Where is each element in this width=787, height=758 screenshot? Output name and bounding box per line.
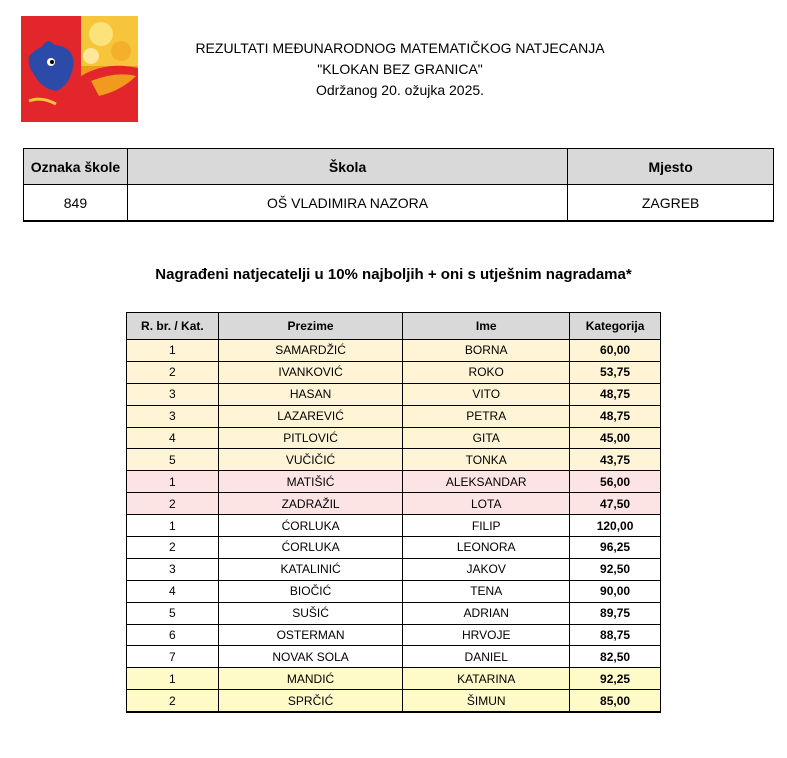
rank-cell: 6 — [127, 624, 219, 646]
rank-cell: 1 — [127, 668, 219, 690]
table-row — [127, 449, 661, 471]
name-column-header: Ime — [403, 313, 570, 340]
score-cell: 45,00 — [570, 427, 661, 449]
surname-cell: BIOČIĆ — [218, 580, 403, 602]
table-row — [127, 427, 661, 449]
rank-cell: 2 — [127, 493, 219, 515]
name-cell: JAKOV — [403, 558, 570, 580]
table-row — [127, 624, 661, 646]
school-table-row — [24, 185, 774, 222]
table-row — [127, 493, 661, 515]
name-cell: LEONORA — [403, 537, 570, 559]
school-name-header: Škola — [127, 149, 567, 185]
table-row — [127, 602, 661, 624]
school-code: 849 — [24, 185, 128, 222]
name-cell: BORNA — [403, 340, 570, 362]
rank-cell: 5 — [127, 602, 219, 624]
surname-cell: SAMARDŽIĆ — [218, 340, 403, 362]
score-cell: 92,25 — [570, 668, 661, 690]
rank-cell: 3 — [127, 383, 219, 405]
score-cell: 89,75 — [570, 602, 661, 624]
name-cell: VITO — [403, 383, 570, 405]
table-row — [127, 405, 661, 427]
table-row — [127, 515, 661, 537]
name-cell: GITA — [403, 427, 570, 449]
score-cell: 90,00 — [570, 580, 661, 602]
surname-cell: ĆORLUKA — [218, 515, 403, 537]
table-row — [127, 580, 661, 602]
rank-cell: 3 — [127, 558, 219, 580]
surname-column-header: Prezime — [218, 313, 403, 340]
school-table — [23, 148, 774, 222]
competition-name: "KLOKAN BEZ GRANICA" — [317, 61, 483, 77]
score-cell: 47,50 — [570, 493, 661, 515]
results-body — [127, 340, 661, 713]
score-cell: 96,25 — [570, 537, 661, 559]
results-subtitle: Nagrađeni natjecatelji u 10% najboljih + oni s utješnim nagradama* — [155, 266, 632, 283]
kangaroo-logo-icon — [21, 16, 138, 122]
rank-cell: 1 — [127, 471, 219, 493]
name-cell: ADRIAN — [403, 602, 570, 624]
surname-cell: SPRČIĆ — [218, 690, 403, 712]
table-row — [127, 340, 661, 362]
rank-cell: 7 — [127, 646, 219, 668]
school-place: ZAGREB — [568, 185, 774, 222]
table-row — [127, 558, 661, 580]
table-row — [127, 471, 661, 493]
score-cell: 120,00 — [570, 515, 661, 537]
name-cell: DANIEL — [403, 646, 570, 668]
results-header-row — [127, 313, 661, 340]
klokan-logo — [21, 16, 138, 122]
name-cell: KATARINA — [403, 668, 570, 690]
results-table — [126, 312, 661, 713]
rank-cell: 3 — [127, 405, 219, 427]
category-column-header: Kategorija — [570, 313, 661, 340]
surname-cell: ZADRAŽIL — [218, 493, 403, 515]
name-cell: PETRA — [403, 405, 570, 427]
rank-cell: 2 — [127, 690, 219, 712]
surname-cell: SUŠIĆ — [218, 602, 403, 624]
table-row — [127, 537, 661, 559]
school-name: OŠ VLADIMIRA NAZORA — [127, 185, 567, 222]
school-place-header: Mjesto — [568, 149, 774, 185]
rank-column-header: R. br. / Kat. — [127, 313, 219, 340]
score-cell: 48,75 — [570, 383, 661, 405]
rank-cell: 5 — [127, 449, 219, 471]
report-header — [140, 38, 660, 101]
surname-cell: KATALINIĆ — [218, 558, 403, 580]
surname-cell: HASAN — [218, 383, 403, 405]
score-cell: 48,75 — [570, 405, 661, 427]
surname-cell: NOVAK SOLA — [218, 646, 403, 668]
surname-cell: MANDIĆ — [218, 668, 403, 690]
name-cell: FILIP — [403, 515, 570, 537]
rank-cell: 4 — [127, 427, 219, 449]
school-code-header: Oznaka škole — [24, 149, 128, 185]
name-cell: TONKA — [403, 449, 570, 471]
surname-cell: LAZAREVIĆ — [218, 405, 403, 427]
table-row — [127, 668, 661, 690]
surname-cell: ĆORLUKA — [218, 537, 403, 559]
rank-cell: 2 — [127, 537, 219, 559]
score-cell: 43,75 — [570, 449, 661, 471]
name-cell: ŠIMUN — [403, 690, 570, 712]
score-cell: 60,00 — [570, 340, 661, 362]
table-row — [127, 646, 661, 668]
surname-cell: VUČIČIĆ — [218, 449, 403, 471]
competition-title: REZULTATI MEĐUNARODNOG MATEMATIČKOG NATJECANJA — [195, 40, 605, 56]
table-row — [127, 690, 661, 712]
table-row — [127, 361, 661, 383]
score-cell: 82,50 — [570, 646, 661, 668]
name-cell: ROKO — [403, 361, 570, 383]
score-cell: 85,00 — [570, 690, 661, 712]
name-cell: LOTA — [403, 493, 570, 515]
school-table-header — [24, 149, 774, 185]
score-cell: 92,50 — [570, 558, 661, 580]
score-cell: 88,75 — [570, 624, 661, 646]
surname-cell: OSTERMAN — [218, 624, 403, 646]
name-cell: HRVOJE — [403, 624, 570, 646]
rank-cell: 4 — [127, 580, 219, 602]
rank-cell: 2 — [127, 361, 219, 383]
score-cell: 56,00 — [570, 471, 661, 493]
rank-cell: 1 — [127, 340, 219, 362]
rank-cell: 1 — [127, 515, 219, 537]
name-cell: ALEKSANDAR — [403, 471, 570, 493]
score-cell: 53,75 — [570, 361, 661, 383]
surname-cell: MATIŠIĆ — [218, 471, 403, 493]
surname-cell: IVANKOVIĆ — [218, 361, 403, 383]
table-row — [127, 383, 661, 405]
surname-cell: PITLOVIĆ — [218, 427, 403, 449]
name-cell: TENA — [403, 580, 570, 602]
competition-date: Održanog 20. ožujka 2025. — [315, 82, 485, 98]
